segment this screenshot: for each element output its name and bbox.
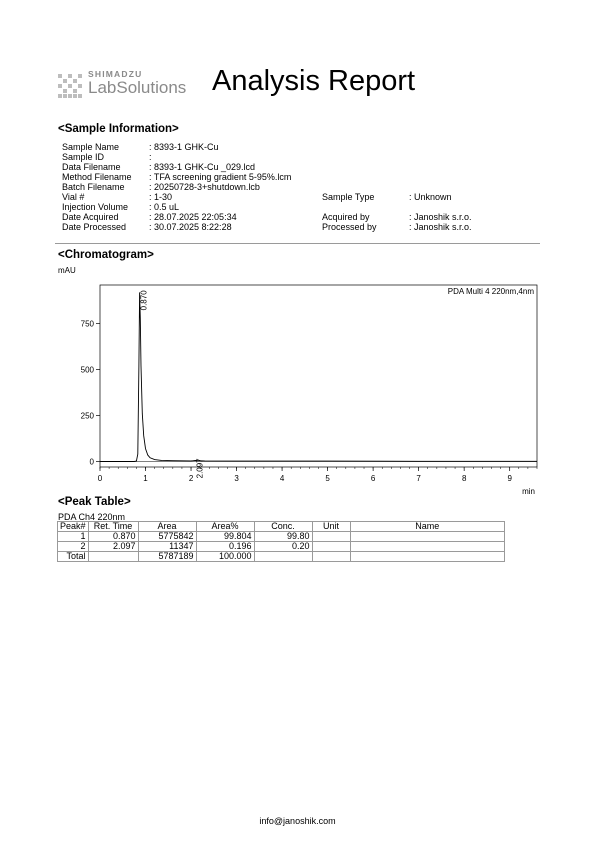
table-cell bbox=[88, 552, 138, 562]
info-label: Vial # bbox=[62, 192, 85, 202]
chromatogram-chart bbox=[55, 265, 545, 497]
y-tick-label: 750 bbox=[80, 319, 94, 329]
table-row bbox=[58, 542, 505, 552]
table-row bbox=[58, 522, 505, 532]
table-cell: Ret. Time bbox=[88, 522, 138, 532]
logo-square bbox=[68, 94, 72, 98]
info-label: Sample ID bbox=[62, 152, 105, 162]
table-cell bbox=[312, 552, 350, 562]
x-tick-label: 5 bbox=[325, 474, 330, 483]
info-label: Sample Name bbox=[62, 142, 120, 152]
table-cell: 5787189 bbox=[138, 552, 196, 562]
legend-text: PDA Multi 4 220nm,4nm bbox=[447, 287, 534, 296]
logo-square bbox=[73, 94, 77, 98]
info-value: : Janoshik s.r.o. bbox=[409, 212, 472, 222]
y-tick-label: 0 bbox=[89, 457, 94, 467]
plot-frame bbox=[100, 285, 537, 467]
table-cell: 0.196 bbox=[196, 542, 254, 552]
info-label: Data Filename bbox=[62, 162, 121, 172]
x-tick-label: 3 bbox=[234, 474, 239, 483]
divider bbox=[55, 243, 540, 244]
brand-main: LabSolutions bbox=[88, 78, 187, 97]
table-cell: 99.80 bbox=[254, 532, 312, 542]
info-value: : 28.07.2025 22:05:34 bbox=[149, 212, 237, 222]
x-tick-label: 4 bbox=[279, 474, 285, 483]
info-value: : 0.5 uL bbox=[149, 202, 180, 212]
logo-square bbox=[63, 89, 67, 93]
chromatogram-heading: <Chromatogram> bbox=[58, 249, 154, 261]
info-value: : 30.07.2025 8:22:28 bbox=[149, 222, 232, 232]
info-label: Date Processed bbox=[62, 222, 127, 232]
info-label: Method Filename bbox=[62, 172, 132, 182]
x-tick-label: 2 bbox=[188, 474, 194, 483]
table-cell: 5775842 bbox=[138, 532, 196, 542]
brand-top: SHIMADZU bbox=[88, 69, 143, 79]
report-title: Analysis Report bbox=[212, 65, 416, 97]
table-cell: Conc. bbox=[254, 522, 312, 532]
x-tick-label: 1 bbox=[143, 474, 148, 483]
logo-square bbox=[58, 74, 62, 78]
table-cell: 2.097 bbox=[88, 542, 138, 552]
table-cell bbox=[350, 552, 504, 562]
table-cell: 2 bbox=[58, 542, 89, 552]
logo-square bbox=[73, 89, 77, 93]
logo-square bbox=[58, 84, 62, 88]
x-tick-label: 9 bbox=[507, 474, 512, 483]
info-value: : 20250728-3+shutdown.lcb bbox=[149, 182, 260, 192]
x-tick-label: 6 bbox=[370, 474, 376, 483]
table-cell bbox=[312, 532, 350, 542]
info-label: Acquired by bbox=[322, 212, 370, 222]
info-value: : 1-30 bbox=[149, 192, 173, 202]
table-cell: Unit bbox=[312, 522, 350, 532]
table-cell: Total bbox=[58, 552, 89, 562]
info-label: Sample Type bbox=[322, 192, 375, 202]
table-cell: 100.000 bbox=[196, 552, 254, 562]
table-cell: 1 bbox=[58, 532, 89, 542]
table-row bbox=[58, 532, 505, 542]
table-cell: Area% bbox=[196, 522, 254, 532]
peak-table-subtitle: PDA Ch4 220nm bbox=[58, 512, 126, 522]
x-unit-label: min bbox=[522, 487, 535, 496]
info-label: Date Acquired bbox=[62, 212, 119, 222]
info-value: : Janoshik s.r.o. bbox=[409, 222, 472, 232]
x-tick-label: 0 bbox=[97, 474, 103, 483]
logo-square bbox=[63, 94, 67, 98]
table-cell: Name bbox=[350, 522, 504, 532]
x-tick-label: 7 bbox=[416, 474, 421, 483]
table-cell bbox=[312, 542, 350, 552]
logo-square bbox=[63, 79, 67, 83]
y-unit-label: mAU bbox=[58, 266, 76, 275]
peak-table bbox=[57, 521, 505, 562]
logo-square bbox=[68, 74, 72, 78]
peak-table-heading: <Peak Table> bbox=[58, 496, 131, 508]
y-tick-label: 500 bbox=[80, 365, 94, 375]
series-line bbox=[100, 292, 537, 461]
table-cell: 11347 bbox=[138, 542, 196, 552]
table-cell: 0.20 bbox=[254, 542, 312, 552]
peak-label: 2.097 bbox=[195, 458, 205, 479]
table-cell: 0.870 bbox=[88, 532, 138, 542]
table-row bbox=[58, 552, 505, 562]
logo-square bbox=[78, 84, 82, 88]
info-value: : bbox=[149, 152, 152, 162]
info-value: : 8393-1 GHK-Cu bbox=[149, 142, 219, 152]
table-cell bbox=[350, 542, 504, 552]
info-label: Processed by bbox=[322, 222, 377, 232]
table-cell: Peak# bbox=[58, 522, 89, 532]
info-value: : Unknown bbox=[409, 192, 452, 202]
logo-square bbox=[68, 84, 72, 88]
logo-square bbox=[78, 74, 82, 78]
table-cell bbox=[350, 532, 504, 542]
info-label: Injection Volume bbox=[62, 202, 129, 212]
table-cell: 99.804 bbox=[196, 532, 254, 542]
table-cell bbox=[254, 552, 312, 562]
logo-square bbox=[73, 79, 77, 83]
peak-label: 0.870 bbox=[139, 290, 149, 311]
x-tick-label: 8 bbox=[461, 474, 467, 483]
logo-square bbox=[78, 94, 82, 98]
info-value: : 8393-1 GHK-Cu _029.lcd bbox=[149, 162, 256, 172]
table-cell: Area bbox=[138, 522, 196, 532]
sample-info-heading: <Sample Information> bbox=[58, 123, 179, 135]
logo-square bbox=[58, 94, 62, 98]
footer-email: info@janoshik.com bbox=[259, 816, 336, 826]
y-tick-label: 250 bbox=[80, 411, 94, 421]
info-label: Batch Filename bbox=[62, 182, 125, 192]
info-value: : TFA screening gradient 5-95%.lcm bbox=[149, 172, 292, 182]
